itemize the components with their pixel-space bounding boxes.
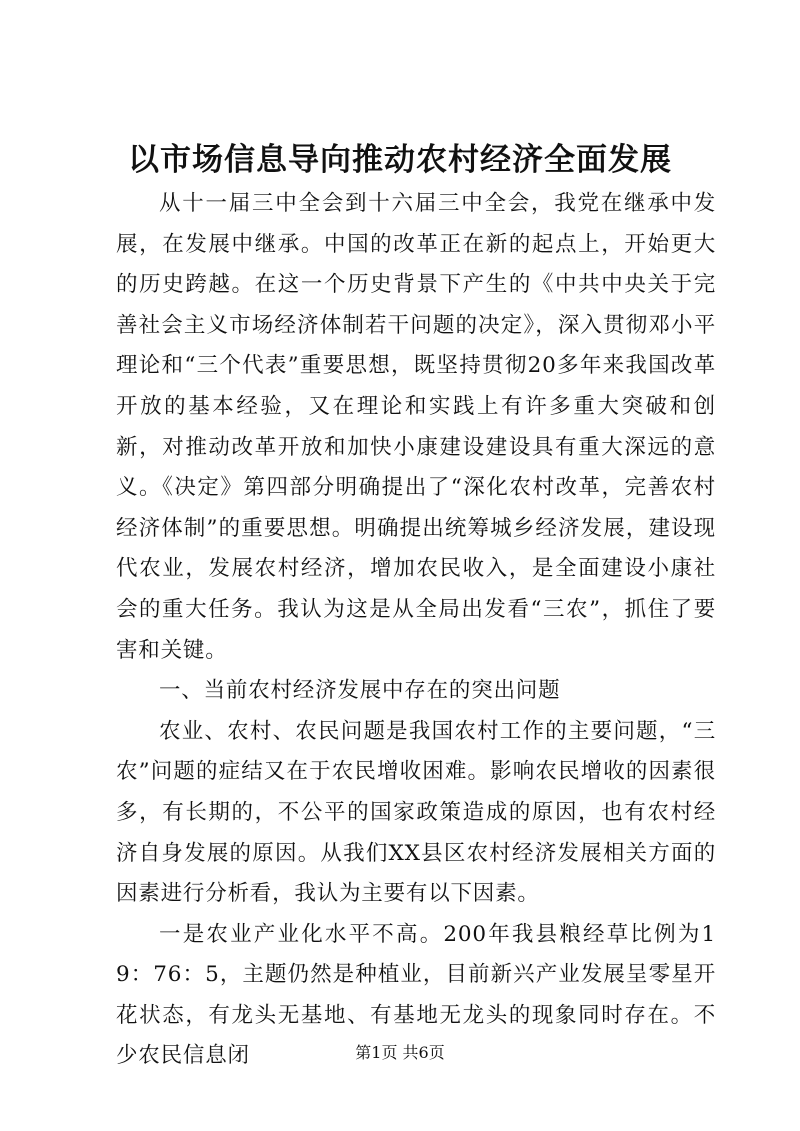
page-footer: 第1页 共6页	[355, 1043, 445, 1062]
section-heading: 一、当前农村经济发展中存在的突出问题	[159, 678, 561, 704]
document-body	[116, 184, 716, 1077]
body-paragraph-2: 一是农业产业化水平不高。200年我县粮经草比例为19：76：5，主题仍然是种植业，目前新兴产业发展呈零星开花状态，有龙头无基地、有基地无龙头的现象同时存在。不少农民信息闭	[116, 921, 716, 1069]
document-title: 以市场信息导向推动农村经济全面发展	[128, 142, 672, 178]
intro-paragraph: 从十一届三中全会到十六届三中全会，我党在继承中发展，在发展中继承。中国的改革正在新的起点上，开始更大的历史跨越。在这一个历史背景下产生的《中共中央关于完善社会主义市场经济体制若干问题的决定》，深入贯彻邓小平理论和“三个代表”重要思想，既坚持贯彻20多年来我国改革开放的基本经验，又在理论和实践上有许多重大突破和创新，对推动改革开放和加快小康建设建设具有重大深远的意义。《决定》第四部分明确提出了“深化农村改革，完善农村经济体制”的重要思想。明确提出统筹城乡经济发展，建设现代农业，发展农村经济，增加农民收入，是全面建设小康社会的重大任务。我认为这是从全局出发看“三农”，抓住了要害和关键。	[116, 191, 716, 663]
body-paragraph-1: 农业、农村、农民问题是我国农村工作的主要问题，“三农”问题的症结又在于农民增收困难。影响农民增收的因素很多，有长期的，不公平的国家政策造成的原因，也有农村经济自身发展的原因。从我们XX县区农村经济发展相关方面的因素进行分析看，我认为主要有以下因素。	[116, 718, 716, 907]
